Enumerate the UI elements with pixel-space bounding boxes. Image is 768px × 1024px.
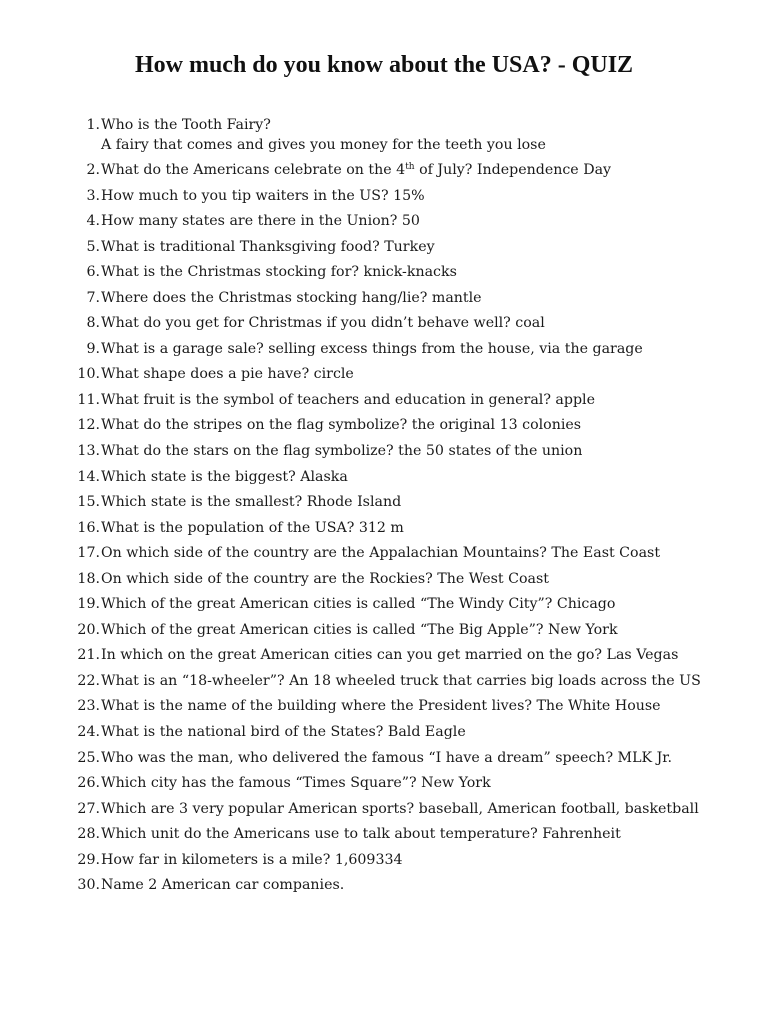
item-number: 24. [77, 724, 100, 741]
item-number: 22. [77, 672, 100, 689]
item-number: 10. [77, 366, 100, 383]
item-text-part: What do the Americans celebrate on the 4 [101, 162, 406, 178]
quiz-item [66, 235, 746, 261]
item-text: How many states are there in the Union? 50 [101, 213, 420, 230]
quiz-item [66, 337, 746, 363]
quiz-item [66, 286, 746, 312]
item-number: 8. [86, 315, 100, 332]
quiz-item [66, 388, 746, 414]
item-number: 9. [86, 340, 100, 357]
item-text: What is the national bird of the States? Bald Eagle [101, 724, 466, 741]
quiz-item [66, 184, 746, 210]
quiz-item [66, 694, 746, 720]
item-text: What is a garage sale? selling excess things from the house, via the garage [101, 340, 643, 357]
item-text: What is an “18-wheeler”? An 18 wheeled truck that carries big loads across the US [101, 672, 701, 689]
quiz-item [66, 413, 746, 439]
item-text: What is the Christmas stocking for? knick-knacks [101, 264, 457, 281]
quiz-item [66, 541, 746, 567]
item-number: 15. [77, 494, 100, 511]
item-text: What fruit is the symbol of teachers and education in general? apple [101, 391, 595, 408]
item-text: On which side of the country are the Rockies? The West Coast [101, 570, 549, 587]
item-number: 2. [86, 162, 100, 178]
item-text-part: of July? Independence Day [414, 162, 612, 178]
item-text: What do the stars on the flag symbolize? the 50 states of the union [101, 443, 583, 460]
item-number: 12. [77, 417, 100, 434]
quiz-item [66, 465, 746, 491]
item-number: 1. [86, 117, 100, 133]
item-text: On which side of the country are the Appalachian Mountains? The East Coast [101, 545, 661, 562]
quiz-item [66, 592, 746, 618]
item-number: 23. [77, 698, 100, 715]
item-number: 7. [86, 289, 100, 306]
item-text [101, 113, 546, 158]
quiz-item [66, 311, 746, 337]
item-number: 19. [77, 596, 100, 613]
item-text: Which city has the famous “Times Square”? New York [101, 775, 491, 792]
item-text: What is the population of the USA? 312 m [101, 519, 404, 536]
item-number: 14. [77, 468, 100, 485]
item-text [101, 158, 611, 184]
item-text: Which state is the biggest? Alaska [101, 468, 348, 485]
item-text: What do you get for Christmas if you didn’t behave well? coal [101, 315, 545, 332]
item-text: What do the stripes on the flag symbolize? the original 13 colonies [101, 417, 582, 434]
item-number: 28. [77, 826, 100, 843]
quiz-item [66, 720, 746, 746]
quiz-list [66, 113, 746, 899]
item-number: 16. [77, 519, 100, 536]
item-number: 11. [77, 391, 100, 408]
item-number: 27. [77, 800, 100, 817]
item-number: 3. [86, 187, 100, 204]
quiz-item [66, 848, 746, 874]
quiz-item [66, 822, 746, 848]
item-text: In which on the great American cities can you get married on the go? Las Vegas [101, 647, 679, 664]
page-title: How much do you know about the USA? - QUIZ [134, 52, 634, 78]
quiz-item [66, 260, 746, 286]
item-number: 6. [86, 264, 100, 281]
answer-text: A fairy that comes and gives you money for the teeth you lose [101, 136, 546, 153]
quiz-item [66, 797, 746, 823]
item-number: 21. [77, 647, 100, 664]
item-number: 5. [86, 238, 100, 255]
item-number: 29. [77, 851, 100, 868]
quiz-item [66, 490, 746, 516]
item-text: Where does the Christmas stocking hang/lie? mantle [101, 289, 482, 306]
item-text: Name 2 American car companies. [101, 877, 345, 894]
quiz-item [66, 643, 746, 669]
item-number: 17. [77, 545, 100, 562]
item-number: 18. [77, 570, 100, 587]
item-text: Who was the man, who delivered the famous “I have a dream” speech? MLK Jr. [101, 749, 673, 766]
item-number: 4. [86, 213, 100, 230]
quiz-item [66, 113, 746, 158]
item-text: How far in kilometers is a mile? 1,609334 [101, 851, 403, 868]
quiz-item [66, 873, 746, 899]
item-text: Which unit do the Americans use to talk about temperature? Fahrenheit [101, 826, 621, 843]
item-text: Which of the great American cities is called “The Big Apple”? New York [101, 621, 618, 638]
item-text: What is the name of the building where the President lives? The White House [101, 698, 661, 715]
item-number: 25. [77, 749, 100, 766]
item-number: 13. [77, 443, 100, 460]
quiz-item [66, 771, 746, 797]
item-text: What is traditional Thanksgiving food? Turkey [101, 238, 435, 255]
item-text: Which state is the smallest? Rhode Island [101, 494, 402, 511]
item-text: Which are 3 very popular American sports? baseball, American football, basketball [101, 800, 699, 817]
quiz-item [66, 516, 746, 542]
item-number: 20. [77, 621, 100, 638]
ordinal-superscript: th [405, 162, 415, 172]
quiz-item [66, 362, 746, 388]
item-number: 26. [77, 775, 100, 792]
quiz-item [66, 618, 746, 644]
quiz-item [66, 567, 746, 593]
quiz-item [66, 158, 746, 184]
quiz-item [66, 746, 746, 772]
quiz-item [66, 209, 746, 235]
item-text: What shape does a pie have? circle [101, 366, 354, 383]
item-text: How much to you tip waiters in the US? 15% [101, 187, 425, 204]
question-text: Who is the Tooth Fairy? [101, 117, 271, 133]
quiz-item [66, 439, 746, 465]
quiz-item [66, 669, 746, 695]
item-number: 30. [77, 877, 100, 894]
item-text: Which of the great American cities is called “The Windy City”? Chicago [101, 596, 616, 613]
